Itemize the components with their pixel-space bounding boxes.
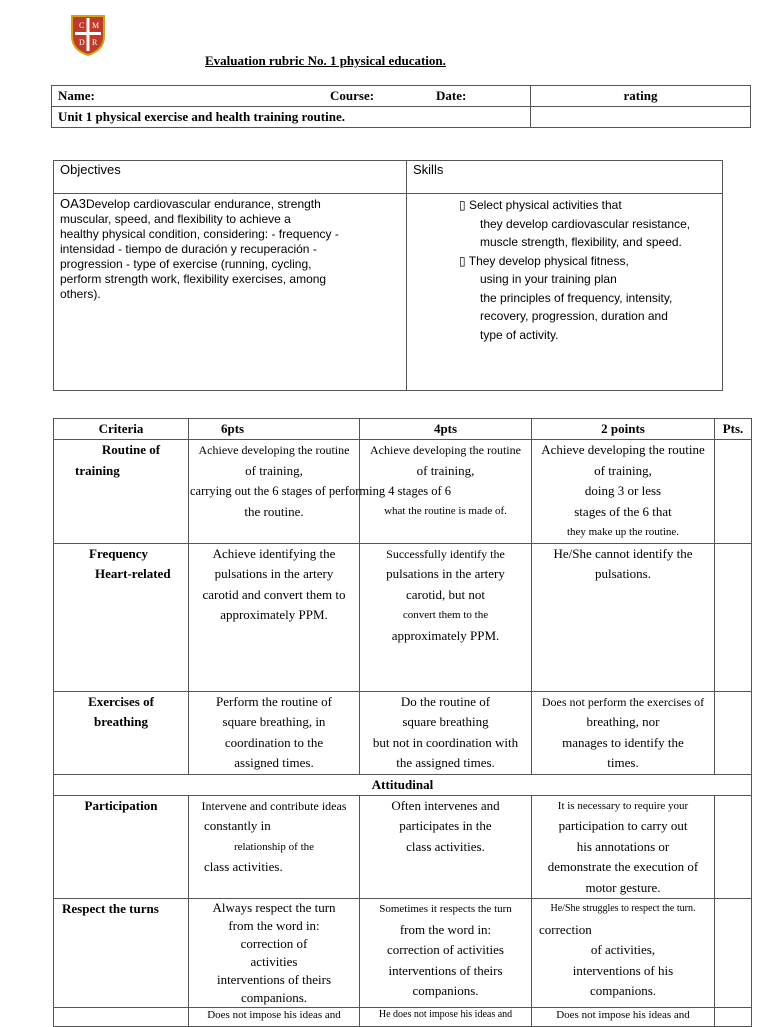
routine-2pts: Achieve developing the routine of training, doing 3 or less stages of the 6 that they make up the routine.: [532, 440, 715, 544]
date-label: Date:: [436, 88, 467, 103]
participation-4pts: Often intervenes and participates in the class activities.: [360, 795, 532, 899]
respect-4pts: Sometimes it respects the turn from the word in: correction of activities interventions of theirs companions.: [360, 899, 532, 1008]
header-criteria: Criteria: [54, 419, 189, 440]
skills-header: Skills: [407, 161, 723, 194]
routine-4pts: Achieve developing the routine of training, what the routine is made of.: [360, 440, 532, 544]
respect-2pts: He/She struggles to respect the turn. correction of activities, interventions of his companions.: [532, 899, 715, 1008]
table-row: [54, 543, 752, 691]
header-2pts: 2 points: [532, 419, 715, 440]
attitudinal-heading: Attitudinal: [54, 774, 752, 795]
objectives-skills-table: [53, 160, 723, 391]
breathing-2pts: Does not perform the exercises of breathing, nor manages to identify the times.: [532, 691, 715, 774]
unit-title: Unit 1 physical exercise and health training routine.: [52, 107, 531, 128]
logo-letter-d: D: [79, 38, 85, 47]
rating-value-cell: [531, 107, 751, 128]
next-4pts: He does not impose his ideas and: [360, 1008, 532, 1027]
frequency-2pts: He/She cannot identify the pulsations.: [532, 543, 715, 691]
rubric-table: [53, 418, 752, 1027]
criteria-respect-turns: Respect the turns: [54, 899, 189, 1008]
participation-pts: [715, 795, 752, 899]
school-logo: [70, 14, 106, 56]
participation-2pts: It is necessary to require your participation to carry out his annotations or demonstrate the execution of motor gesture.: [532, 795, 715, 899]
next-6pts: Does not impose his ideas and: [189, 1008, 360, 1027]
routine-6pts: Achieve developing the routine of training, carrying out the 6 stages of performing 4 stages of 6 the routine.: [189, 440, 360, 544]
objective-code: OA3: [60, 196, 87, 211]
table-row: [54, 899, 752, 1008]
table-row: [54, 691, 752, 774]
frequency-6pts: Achieve identifying the pulsations in the artery carotid and convert them to approximately PPM.: [189, 543, 360, 691]
attitudinal-row: [54, 774, 752, 795]
frequency-pts: [715, 543, 752, 691]
criteria-participation: Participation: [54, 795, 189, 899]
document-title: Evaluation rubric No. 1 physical education.: [205, 53, 446, 68]
student-info-cell: [52, 86, 531, 107]
frequency-4pts: Successfully identify the pulsations in the artery carotid, but not convert them to the approximately PPM.: [360, 543, 532, 691]
breathing-4pts: Do the routine of square breathing but not in coordination with the assigned times.: [360, 691, 532, 774]
logo-letter-r: R: [92, 38, 98, 47]
routine-pts: [715, 440, 752, 544]
criteria-frequency: Frequency Heart-related: [54, 543, 189, 691]
respect-6pts: Always respect the turn from the word in: correction of activities interventions of theirs companions.: [189, 899, 360, 1008]
objective-text: OA3Develop cardiovascular endurance, strength muscular, speed, and flexibility to achieve a healthy physical condition, considering: - frequency - intensidad - tiempo de duración y recuperación - progression - type of exercise (running, cycling, perform strength work, flexibility exercises, among others).: [54, 194, 407, 391]
student-info-table: [51, 85, 751, 128]
logo-letter-c: C: [79, 21, 85, 30]
criteria-routine: Routine of training: [54, 440, 189, 544]
name-label: Name:: [58, 88, 95, 103]
rating-label: rating: [531, 86, 751, 107]
logo-letter-m: M: [92, 21, 100, 30]
skill-item: ▯ Select physical activities that: [459, 198, 622, 212]
table-row: [54, 795, 752, 899]
checkbox-bullet-icon: ▯: [459, 198, 466, 212]
breathing-6pts: Perform the routine of square breathing, in coordination to the assigned times.: [189, 691, 360, 774]
criteria-breathing: Exercises of breathing: [54, 691, 189, 774]
checkbox-bullet-icon: ▯: [459, 253, 466, 268]
course-label: Course:: [330, 88, 375, 103]
table-row: [54, 440, 752, 544]
header-6pts: 6pts: [189, 419, 360, 440]
participation-6pts: Intervene and contribute ideas constantly in relationship of the class activities.: [189, 795, 360, 899]
objectives-header: Objectives: [54, 161, 407, 194]
respect-pts: [715, 899, 752, 1008]
breathing-pts: [715, 691, 752, 774]
header-pts: Pts.: [715, 419, 752, 440]
next-2pts: Does not impose his ideas and: [532, 1008, 715, 1027]
skill-item: ▯ They develop physical fitness,: [459, 253, 629, 268]
header-4pts: 4pts: [360, 419, 532, 440]
rubric-header-row: [54, 419, 752, 440]
skills-list: ▯ Select physical activities that they develop cardiovascular resistance, muscle strength, flexibility, and speed. ▯ They develop physical fitness, using in your training plan the principles of frequency, intensity, recovery, progression, duration and type of activity.: [407, 194, 723, 391]
